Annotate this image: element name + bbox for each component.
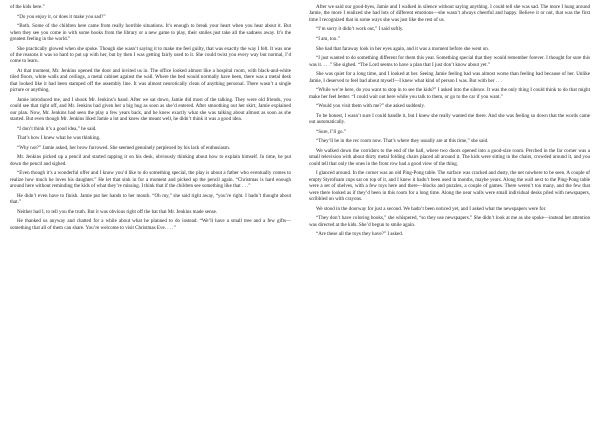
paragraph: “They don’t have coloring books,” she whispered, “so they use newspapers.” She didn’t look at me as she spoke—instead her attention was directed at the kids. She’d begun to smile again. xyxy=(309,215,590,228)
paragraph: “I am, too.” xyxy=(316,36,340,42)
paragraph: “I’m sorry it didn’t work out,” I said softly. xyxy=(316,26,404,33)
paragraph: We stood in the doorway for just a second. We hadn’t been noticed yet, and I asked what the newspapers were for. xyxy=(316,205,547,212)
paragraph: I glanced around. In the corner was an old Ping-Pong table. The surface was cracked and dusty, the net nowhere to be seen. A couple of empty Styrofoam cups sat on top of it, and I knew it hadn’t been used in months, maybe years. Along the wall next to the Ping-Pong table were a set of shelves, with a few toys here and there—blocks and puzzles, a couple of games. There weren’t too many, and the few that were there looked as if they’d been in this room for a long time. Along the near walls were small individual desks piled with newspapers, scribbled on with crayons. xyxy=(309,170,590,202)
paragraph: She was quiet for a long time, and I looked at her. Seeing Jamie feeling bad was almost worse than feeling bad because of her. Unlike Jamie, I deserved to feel bad about myself—I knew what kind of person I was. But with her . . . xyxy=(309,71,590,84)
paragraph: “Why not?” Jamie asked, her brow furrowed. She seemed genuinely perplexed by his lack of enthusiasm. xyxy=(17,144,231,151)
paragraph: “Sure, I’ll go.” xyxy=(316,128,346,135)
paragraph: “I don’t think it’s a good idea,” he said. xyxy=(17,125,97,132)
paragraph: “I just wanted to do something different for them this year. Something special that they would remember forever. I thought for sure this was it. . . .” She sighed. “The Lord seems to have a plan that I just don’t know about yet.” xyxy=(309,55,590,68)
paragraph: “Would you visit them with me?” she asked suddenly. xyxy=(316,103,426,110)
paragraph: That’s how I knew what he was thinking. xyxy=(17,135,101,142)
paragraph: “Both. Some of the children here came from really horrible situations. It’s enough to break your heart when you hear about it. But when they see you come in with some books from the library or a new game to play, their smiles just take all the sadness away. It’s the greatest feeling in the world.” xyxy=(10,23,291,42)
paragraph: She practically glowed when she spoke. Though she wasn’t saying it to make me feel guilty, that was exactly the way I felt. It was one of the reasons it was so hard to put up with her, but by then I was getting fairly used to it. She could twist you every way but normal, I’d come to learn. xyxy=(10,45,291,65)
paragraph: “Are these all the toys they have?” I asked. xyxy=(316,231,404,238)
paragraph: Mr. Jenkins picked up a pencil and started tapping it on his desk, obviously thinking about how to explain himself. In time, he put down the pencil and sighed. xyxy=(10,154,291,167)
paragraph: He thanked us anyway and chatted for a while about what he planned to do instead. “We’ll have a small tree and a few gifts—something that all of them can share. You’re welcome to visit Christmas Eve. . . .” xyxy=(10,218,291,231)
paragraph: We walked down the corridors to the end of the hall, where two doors opened into a good-size room. Perched in the far corner was a small television with about thirty metal folding chairs placed all around it. The kids were sitting in the chairs, crowded around it, and you could tell that only the ones in the front row had a good view of the thing. xyxy=(309,147,590,167)
right-column xyxy=(309,4,590,420)
paragraph: “Even though it’s a wonderful offer and I know you’d like to do something special, the play is about a father who eventually comes to realize how much he loves his daughter.” He let that sink in for a moment and picked up the pencil again. “Christmas is hard enough around here without reminding the kids of what they’re missing. I think that if the children see something like that . . .” xyxy=(10,170,291,190)
paragraph: He didn’t even have to finish. Jamie put her hands to her mouth. “Oh my,” she said right away, “you’re right. I hadn’t thought about that.” xyxy=(10,192,291,206)
paragraph: of the kids here.” xyxy=(10,4,45,10)
paragraph: Neither had I, to tell you the truth. But it was obvious right off the bat that Mr. Jenkins made sense. xyxy=(17,208,218,215)
paragraph: “They’ll be in the rec room now. That’s where they usually are at this time,” she said. xyxy=(316,138,489,145)
left-column xyxy=(10,4,291,420)
paragraph: After we said our good-byes, Jamie and I walked in silence without saying anything. I could tell she was sad. The more I hung around Jamie, the more I realized she had lots of different emotions—she wasn’t always cheerful and happy. Believe it or not, that was the first time I recognized that in some ways she was just like the rest of us. xyxy=(309,4,590,23)
paragraph: She had that faraway look in her eyes again, and it was a moment before she went on. xyxy=(316,45,490,52)
paragraph: “While we’re here, do you want to stop in to see the kids?” I asked into the silence. It was the only thing I could think to do that might make her feel better. “I could wait out here while you talk to them, or go to the car if you want.” xyxy=(309,87,590,100)
paragraph: At that moment, Mr. Jenkins opened the door and invited us in. The office looked almost like a hospital room, with black-and-white tiled floors, white walls and ceilings, a metal cabinet against the wall. Where the bed would normally have been, there was a metal desk that looked like it had been stamped off the assembly line. It was almost neurotically clean of anything personal. There wasn’t a single picture or anything. xyxy=(10,68,291,94)
paragraph: To be honest, I wasn’t sure I could handle it, but I knew she really wanted me there. And she was feeling so down that the words came out automatically. xyxy=(309,112,590,126)
paragraph: Jamie introduced me, and I shook Mr. Jenkins’s hand. After we sat down, Jamie did most of the talking. They were old friends, you could see that right off, and Mr. Jenkins had given her a big hug as soon as she’d entered. After smoothing out her skirt, Jamie explained our plan. Now, Mr. Jenkins had seen the play a few years back, and he knew exactly what she was talking about almost as soon as she started. But even though Mr. Jenkins liked Jamie a lot and knew she meant well, he didn’t think it was a good idea. xyxy=(10,96,291,123)
paragraph: “Do you enjoy it, or does it make you sad?” xyxy=(17,13,106,20)
